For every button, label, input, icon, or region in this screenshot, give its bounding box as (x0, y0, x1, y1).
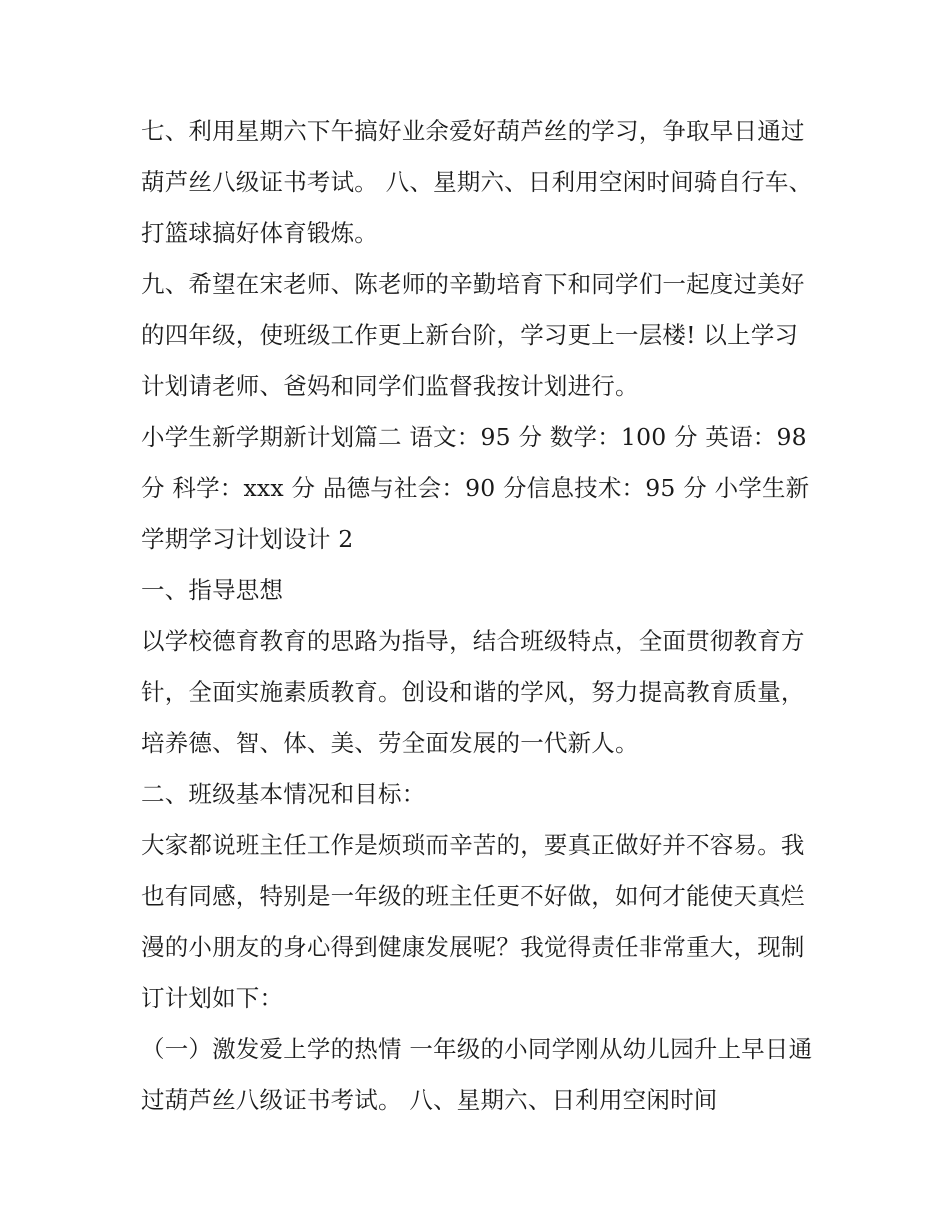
heading-class-situation: 二、班级基本情况和目标： (141, 780, 426, 808)
paragraph-class-situation: 大家都说班主任工作是烦琐而辛苦的，要真正做好并不容易。我也有同感，特别是一年级的班主任更不好做，如何才能使天真烂漫的小朋友的身心得到健康发展呢？我觉得责任非常重大，现制订计划如下： (141, 831, 805, 1012)
paragraph-stimulate-enthusiasm: （一）激发爱上学的热情 一年级的小同学刚从幼儿园升上早日通过葫芦丝八级证书考试。 八、星期六、日利用空闲时间 (141, 1035, 813, 1114)
paragraph-item-7-hobby: 七、利用星期六下午搞好业余爱好葫芦丝的学习，争取早日通过葫芦丝八级证书考试。 八、星期六、日利用空闲时间骑自行车、打篮球搞好体育锻炼。 (141, 117, 813, 247)
paragraph-guiding-ideology: 以学校德育教育的思路为指导，结合班级特点，全面贯彻教育方针，全面实施素质教育。创设和谐的学风，努力提高教育质量，培养德、智、体、美、劳全面发展的一代新人。 (141, 627, 805, 757)
heading-guiding-ideology: 一、指导思想 (141, 576, 284, 604)
document-body (141, 106, 821, 1126)
paragraph-item-9-hope: 九、希望在宋老师、陈老师的辛勤培育下和同学们一起度过美好的四年级，使班级工作更上新台阶，学习更上一层楼! 以上学习计划请老师、爸妈和同学们监督我按计划进行。 (141, 270, 805, 400)
paragraph-grade-goals: 小学生新学期新计划篇二 语文：95 分 数学：100 分 英语：98 分 科学：xxx 分 品德与社会：90 分信息技术：95 分 小学生新学期学习计划设计 2 (141, 423, 810, 553)
